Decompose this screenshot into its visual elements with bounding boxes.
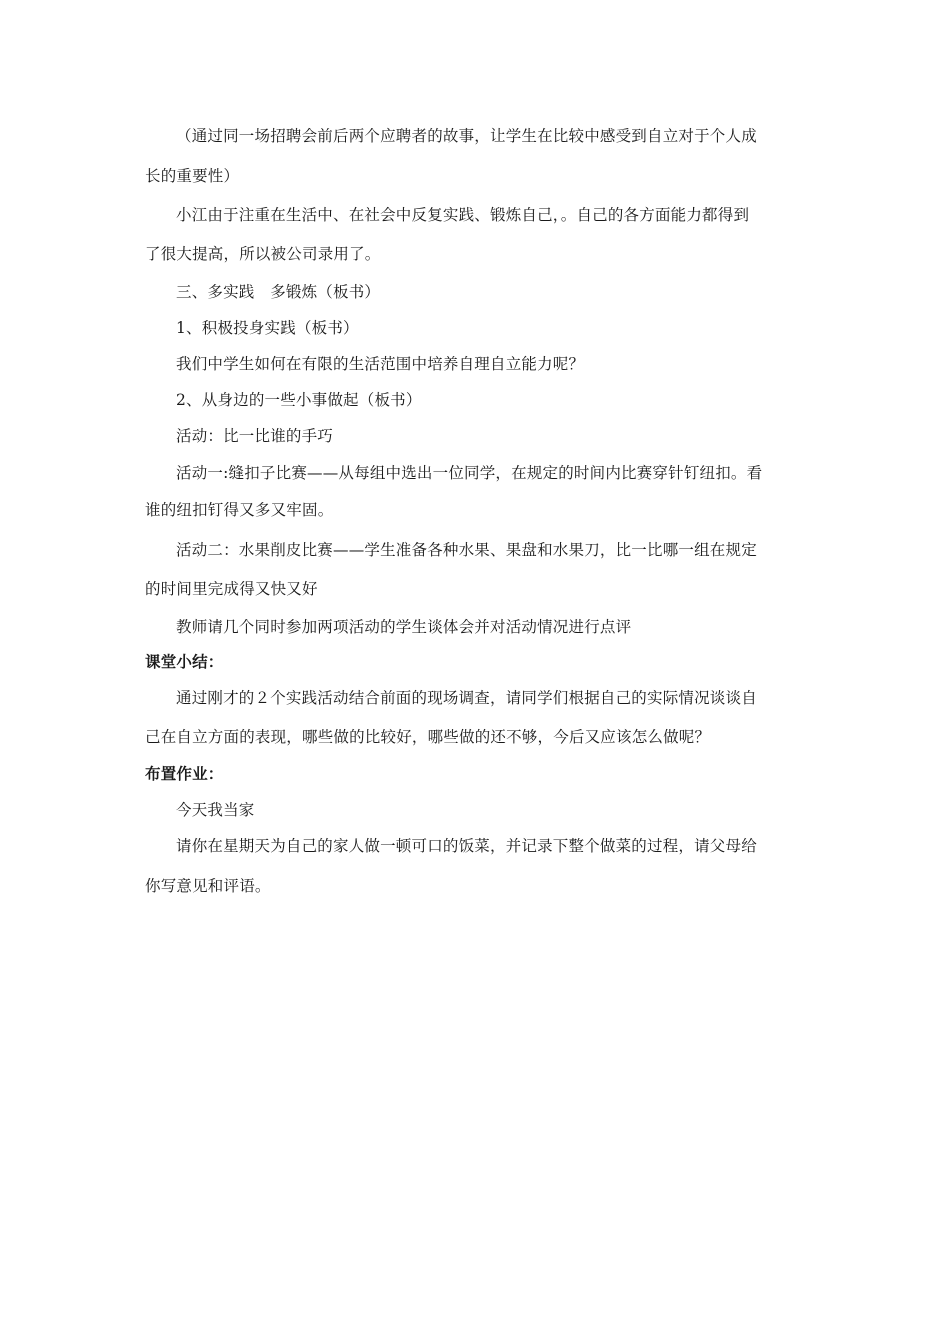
paragraph-line: 的时间里完成得又快又好 xyxy=(145,580,318,598)
homework-title: 今天我当家 xyxy=(176,801,255,819)
paragraph-line: 教师请几个同时参加两项活动的学生谈体会并对活动情况进行点评 xyxy=(176,618,632,636)
subsection-line: 1、积极投身实践（板书） xyxy=(176,319,359,337)
subsection-line: 2、从身边的一些小事做起（板书） xyxy=(176,391,422,409)
homework-heading: 布置作业： xyxy=(145,765,224,783)
summary-line: 己在自立方面的表现，哪些做的比较好，哪些做的还不够，今后又应该怎么做呢？ xyxy=(145,728,711,746)
paragraph-line: 小江由于注重在生活中、在社会中反复实践、锻炼自己，。自己的各方面能力都得到 xyxy=(176,206,750,224)
section-heading-line: 三、多实践 多锻炼（板书） xyxy=(176,283,381,301)
summary-heading: 课堂小结： xyxy=(145,653,224,671)
paragraph-line: 我们中学生如何在有限的生活范围中培养自理自立能力呢？ xyxy=(176,355,585,373)
paragraph-line: 活动一:缝扣子比赛——从每组中选出一位同学，在规定的时间内比赛穿针钉纽扣。看 xyxy=(176,464,763,482)
paragraph-line: 长的重要性） xyxy=(145,167,240,185)
summary-line: 通过刚才的２个实践活动结合前面的现场调查，请同学们根据自己的实际情况谈谈自 xyxy=(176,689,757,707)
homework-line: 请你在星期天为自己的家人做一顿可口的饭菜，并记录下整个做菜的过程，请父母给 xyxy=(176,837,757,855)
paragraph-line: （通过同一场招聘会前后两个应聘者的故事，让学生在比较中感受到自立对于个人成 xyxy=(176,127,757,145)
paragraph-line: 活动二：水果削皮比赛——学生准备各种水果、果盘和水果刀，比一比哪一组在规定 xyxy=(176,541,757,559)
homework-line: 你写意见和评语。 xyxy=(145,877,271,895)
paragraph-line: 谁的纽扣钉得又多又牢固。 xyxy=(145,501,334,519)
activity-title-line: 活动：比一比谁的手巧 xyxy=(176,427,334,445)
paragraph-line: 了很大提高，所以被公司录用了。 xyxy=(145,245,381,263)
